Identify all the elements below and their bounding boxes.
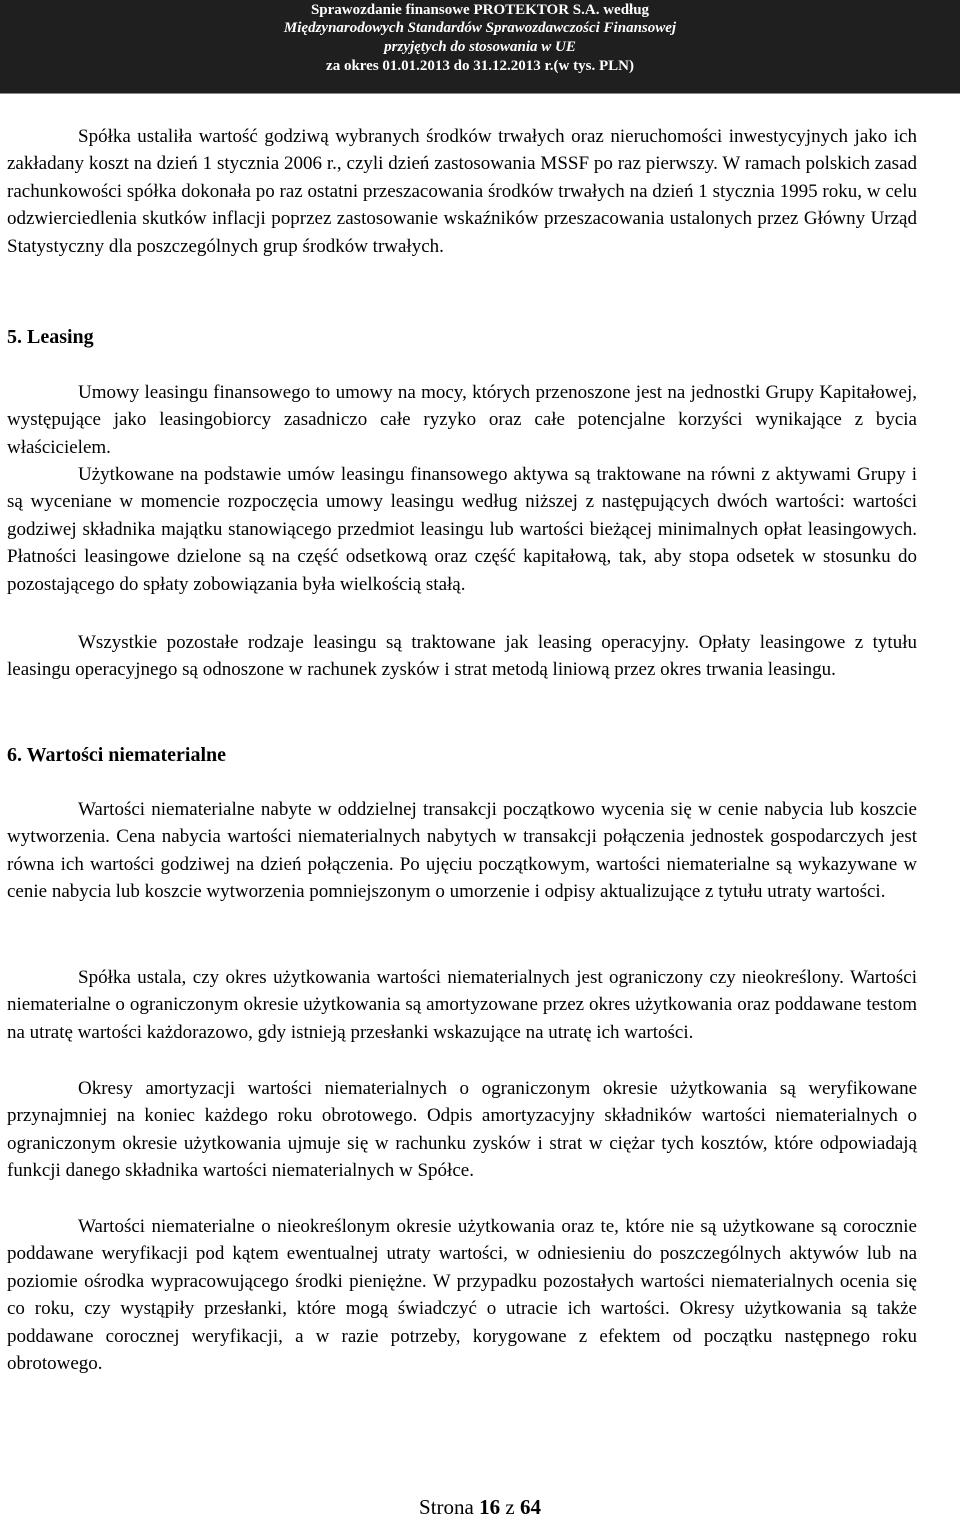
header-title: Sprawozdanie finansowe PROTEKTOR S.A. według: [310, 2, 650, 18]
intangibles-paragraph-4: Wartości niematerialne o nieokreślonym okresie użytkowania oraz te, które nie są użytkowane są corocznie poddawane weryfikacji pod kątem ewentualnej utraty wartości, w odniesieniu do poszczególnych aktywów lub na poziomie ośrodka wypracowującego środki pieniężne. W przypadku pozostałych wartości niematerialnych ocenia się co roku, czy wystąpiły przesłanki, które mogą świadczyć o utracie ich wartości. Okresy użytkowania są także poddawane corocznej weryfikacji, a w razie potrzeby, korygowane z efektem od początku następnego roku obrotowego.: [7, 1216, 917, 1375]
page-footer: [0, 1495, 960, 1519]
leasing-paragraph-3: Wszystkie pozostałe rodzaje leasingu są traktowane jak leasing operacyjny. Opłaty leasingowe z tytułu leasingu operacyjnego są odnoszone w rachunek zysków i strat metodą liniową przez okres trwania leasingu.: [7, 632, 917, 681]
document-header: [0, 0, 960, 94]
section-heading-leasing: 5. Leasing: [7, 326, 94, 348]
fair-value-paragraph: Spółka ustaliła wartość godziwą wybranych środków trwałych oraz nieruchomości inwestycyjnych jako ich zakładany koszt na dzień 1 stycznia 2006 r., czyli dzień zastosowania MSSF po raz pierwszy. W ramach polskich zasad rachunkowości spółka dokonała po raz ostatni przeszacowania środków trwałych na dzień 1 stycznia 1995 roku, w celu odzwierciedlenia skutków inflacji poprzez zastosowanie wskaźników przeszacowania ustalonych przez Główny Urząd Statystyczny dla poszczególnych grup środków trwałych.: [7, 126, 917, 257]
page-number: 16: [479, 1495, 501, 1519]
page-total: 64: [519, 1495, 541, 1519]
section-heading-intangibles: 6. Wartości niematerialne: [7, 744, 227, 766]
header-period: za okres 01.01.2013 do 31.12.2013 r.(w tys. PLN): [326, 58, 634, 74]
page-label: Strona: [419, 1495, 474, 1519]
page-separator: z: [505, 1495, 515, 1519]
intangibles-paragraph-1: Wartości niematerialne nabyte w oddzielnej transakcji początkowo wycenia się w cenie nabycia lub koszcie wytworzenia. Cena nabycia wartości niematerialnych nabytych w transakcji połączenia jednostek gospodarczych jest równa ich wartości godziwej na dzień połączenia. Po ujęciu początkowym, wartości niematerialne są wykazywane w cenie nabycia lub koszcie wytworzenia pomniejszonym o umorzenie i odpisy aktualizujące z tytułu utraty wartości.: [7, 799, 917, 903]
leasing-paragraph-2: Użytkowane na podstawie umów leasingu finansowego aktywa są traktowane na równi z aktywami Grupy i są wyceniane w momencie rozpoczęcia umowy leasingu według niższej z następujących dwóch wartości: wartości godziwej składnika majątku stanowiącego przedmiot leasingu lub wartości bieżącej minimalnych opłat leasingowych. Płatności leasingowe dzielone są na część odsetkową oraz część kapitałową, tak, aby stopa odsetek w stosunku do pozostającego do spłaty zobowiązania była wielkością stałą.: [7, 464, 917, 595]
header-adoption: przyjętych do stosowania w UE: [384, 39, 576, 55]
leasing-paragraph-1: Umowy leasingu finansowego to umowy na mocy, których przenoszone jest na jednostki Grupy Kapitałowej, występujące jako leasingobiorcy zasadniczo całe ryzyko oraz całe potencjalne korzyści wynikające z bycia właścicielem.: [7, 382, 917, 458]
header-standard: Międzynarodowych Standardów Sprawozdawczości Finansowej: [283, 20, 677, 36]
intangibles-paragraph-2: Spółka ustala, czy okres użytkowania wartości niematerialnych jest ograniczony czy nieokreślony. Wartości niematerialne o ograniczonym okresie użytkowania są amortyzowane przez okres użytkowania oraz poddawane testom na utratę wartości każdorazowo, gdy istnieją przesłanki wskazujące na utratę ich wartości.: [7, 967, 917, 1043]
intangibles-paragraph-3: Okresy amortyzacji wartości niematerialnych o ograniczonym okresie użytkowania są weryfikowane przynajmniej na koniec każdego roku obrotowego. Odpis amortyzacyjny składników wartości niematerialnych o ograniczonym okresie użytkowania ujmuje się w rachunku zysków i strat w ciężar tych kosztów, które odpowiadają funkcji danego składnika wartości niematerialnych w Spółce.: [7, 1078, 917, 1182]
